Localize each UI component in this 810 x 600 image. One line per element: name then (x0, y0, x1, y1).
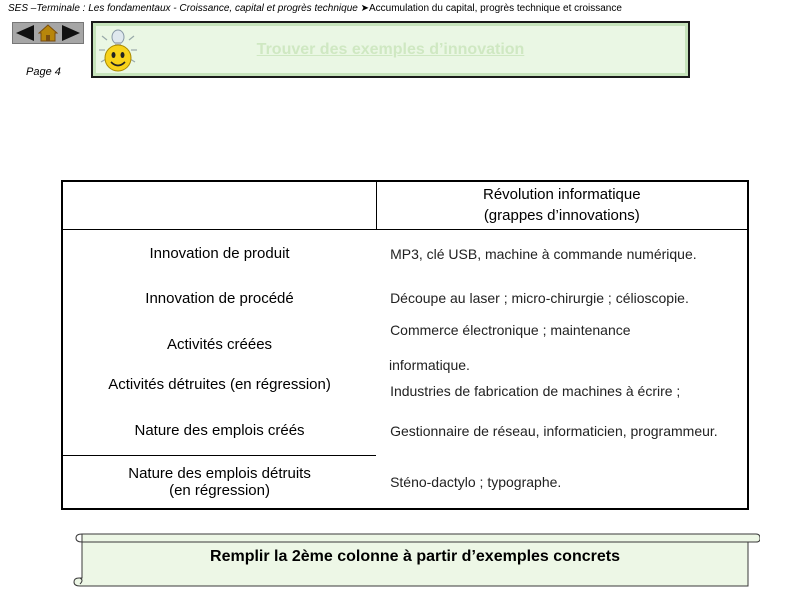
breadcrumb-course: SES –Terminale : Les fondamentaux - Croissance, capital et progrès technique (8, 3, 361, 14)
row-value: Gestionnaire de réseau, informaticien, programmeur. (390, 423, 718, 439)
row-label: Innovation de produit (149, 245, 290, 263)
instruction-text: Remplir la 2ème colonne à partir d’exemples concrets (210, 548, 620, 565)
row-label: Innovation de procédé (145, 289, 294, 307)
row-label-line-2: (en régression) (169, 481, 270, 499)
next-arrow-icon[interactable] (62, 25, 80, 41)
previous-arrow-icon[interactable] (16, 25, 34, 41)
table-row (62, 455, 748, 509)
header-line-2: (grappes d’innovations) (483, 207, 640, 225)
header-empty-cell (62, 181, 376, 229)
arrow-right-icon: ➤ (360, 3, 369, 14)
header-line-1: Révolution informatique (482, 186, 641, 204)
table-row (62, 318, 748, 362)
page-number: Page 4 (26, 66, 61, 78)
lightbulb-smiley-icon (96, 28, 140, 76)
row-value: MP3, clé USB, machine à commande numérique. (390, 245, 697, 262)
title-banner (91, 21, 690, 78)
row-label: Nature des emplois créés (134, 422, 305, 440)
row-value: Découpe au laser ; micro-chirurgie ; célioscopie. (390, 290, 689, 306)
innovation-table (61, 180, 749, 510)
table-row (62, 229, 748, 278)
home-icon[interactable] (38, 24, 58, 42)
breadcrumb-chapter: Accumulation du capital, progrès technique et croissance (369, 3, 622, 14)
row-value: Industries de fabrication de machines à écrire ; (390, 382, 681, 399)
breadcrumb (8, 3, 622, 14)
table-header-row (62, 181, 748, 229)
row-value: Sténo-dactylo ; typographe. (390, 473, 562, 490)
row-label: Activités détruites (en régression) (108, 376, 331, 393)
row-value: Commerce électronique ; maintenance (390, 322, 631, 338)
row-label (62, 455, 376, 509)
banner-title[interactable]: Trouver des exemples d’innovation (256, 41, 525, 58)
row-label: Activités créées (167, 335, 273, 353)
row-value-continuation: informatique. (389, 357, 470, 373)
header-cell (376, 181, 748, 229)
table-row (62, 407, 748, 455)
row-label-line-1: Nature des emplois détruits (128, 464, 311, 482)
table-row (62, 278, 748, 318)
navigation-bar (12, 22, 84, 44)
